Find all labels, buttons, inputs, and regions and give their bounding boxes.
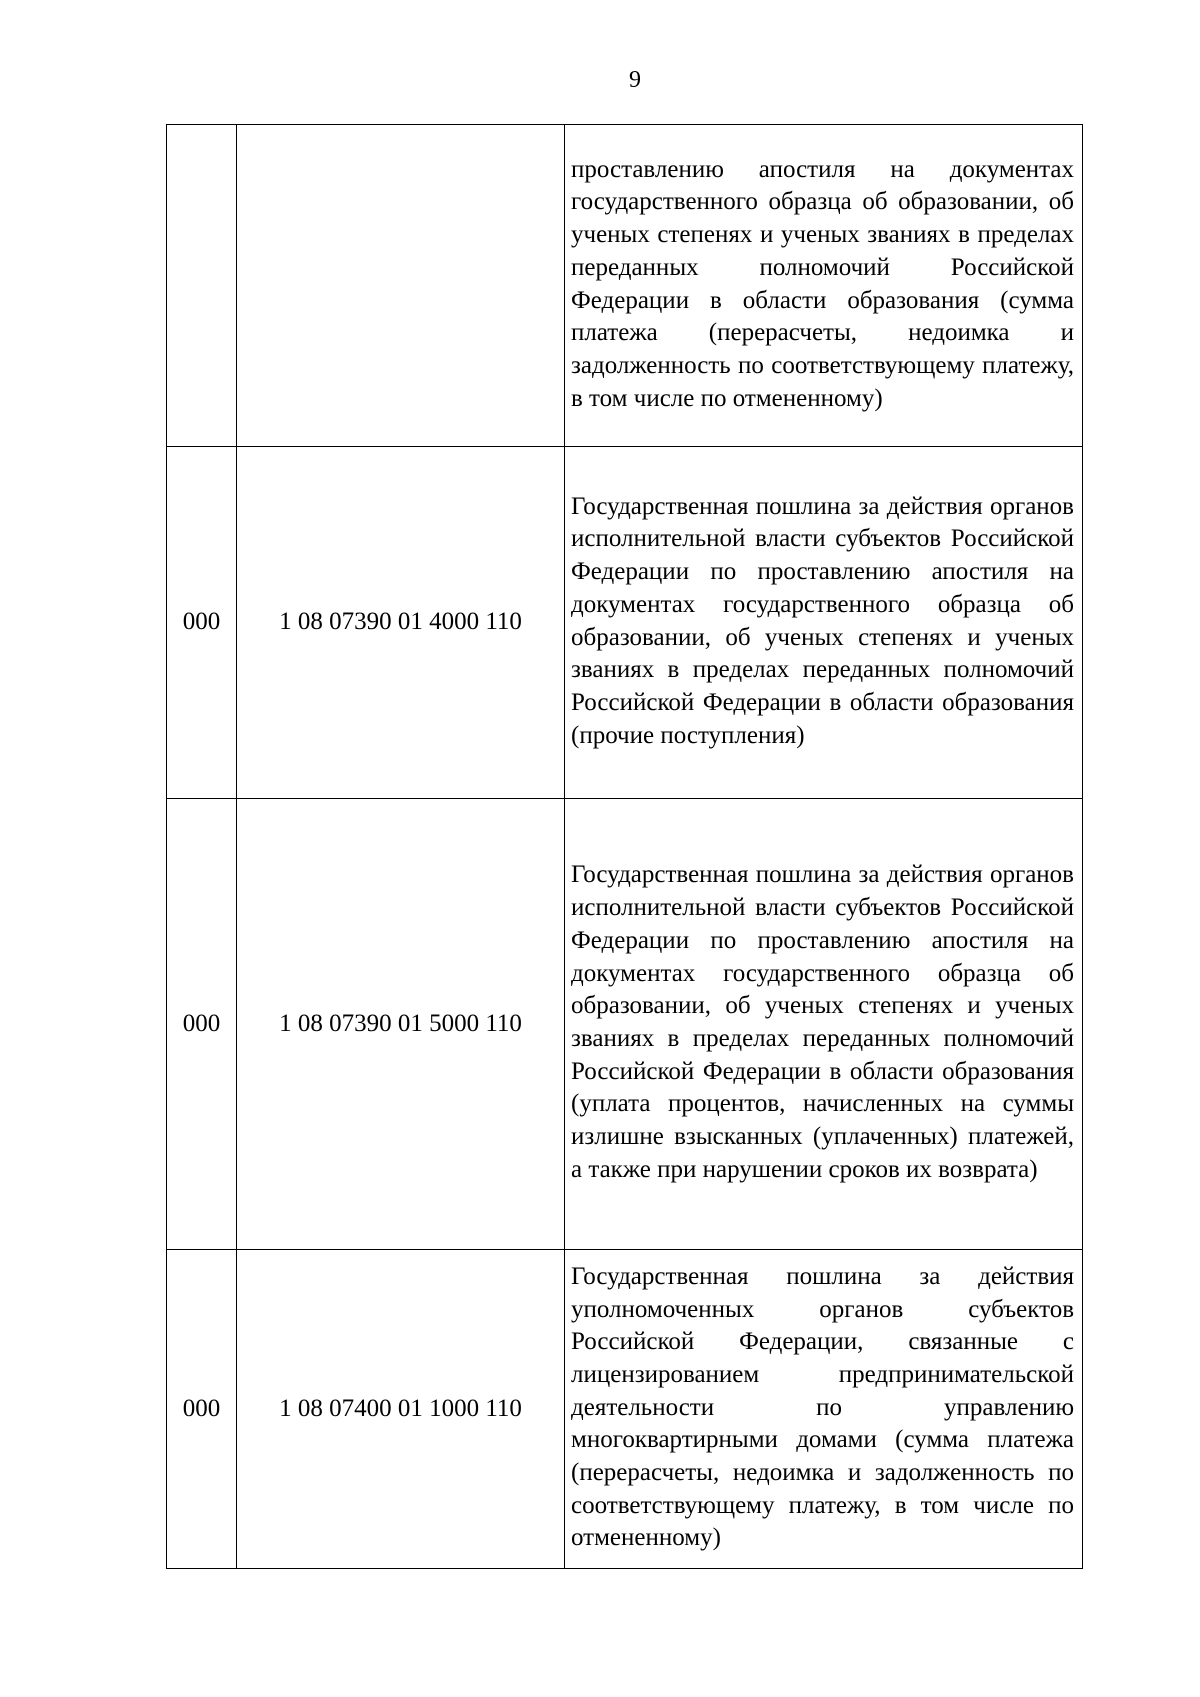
admin-code-cell: 000 xyxy=(167,1250,237,1569)
description-text: Государственная пошлина за действия органов исполнительной власти субъектов Российской Федерации по проставлению апостиля на документах государственного образца об образовании, об ученых степенях и ученых званиях в пределах переданных полномочий Российской Федерации в области образования (уплата процентов, начисленных на суммы излишне взысканных (уплаченных) платежей, а также при нарушении сроков их возврата) xyxy=(571,861,1074,1183)
description-cell xyxy=(565,1250,1083,1569)
description-text: Государственная пошлина за действия уполномоченных органов субъектов Российской Федерации, связанные с лицензированием предпринимательской деятельности по управлению многоквартирными домами (сумма платежа (перерасчеты, недоимка и задолженность по соответствующему платежу, в том числе по отмененному) xyxy=(571,1262,1074,1552)
table-row xyxy=(167,799,1083,1250)
admin-code-cell: 000 xyxy=(167,799,237,1250)
budget-codes-table xyxy=(166,124,1083,1569)
description-cell xyxy=(565,447,1083,799)
budget-code-cell xyxy=(237,125,565,447)
table-row xyxy=(167,125,1083,447)
description-cell xyxy=(565,125,1083,447)
budget-code-cell: 1 08 07400 01 1000 110 xyxy=(237,1250,565,1569)
admin-code-cell xyxy=(167,125,237,447)
table-row xyxy=(167,447,1083,799)
budget-code-cell: 1 08 07390 01 4000 110 xyxy=(237,447,565,799)
page-number: 9 xyxy=(629,67,641,93)
admin-code-cell: 000 xyxy=(167,447,237,799)
budget-code-cell: 1 08 07390 01 5000 110 xyxy=(237,799,565,1250)
description-text: проставлению апостиля на документах государственного образца об образовании, об ученых степенях и ученых званиях в пределах переданных полномочий Российской Федерации в области образования (сумма платежа (перерасчеты, недоимка и задолженность по соответствующему платежу, в том числе по отмененному) xyxy=(571,155,1074,412)
description-text: Государственная пошлина за действия органов исполнительной власти субъектов Российской Федерации по проставлению апостиля на документах государственного образца об образовании, об ученых степенях и ученых званиях в пределах переданных полномочий Российской Федерации в области образования (прочие поступления) xyxy=(571,492,1074,749)
description-cell xyxy=(565,799,1083,1250)
table-row xyxy=(167,1250,1083,1569)
